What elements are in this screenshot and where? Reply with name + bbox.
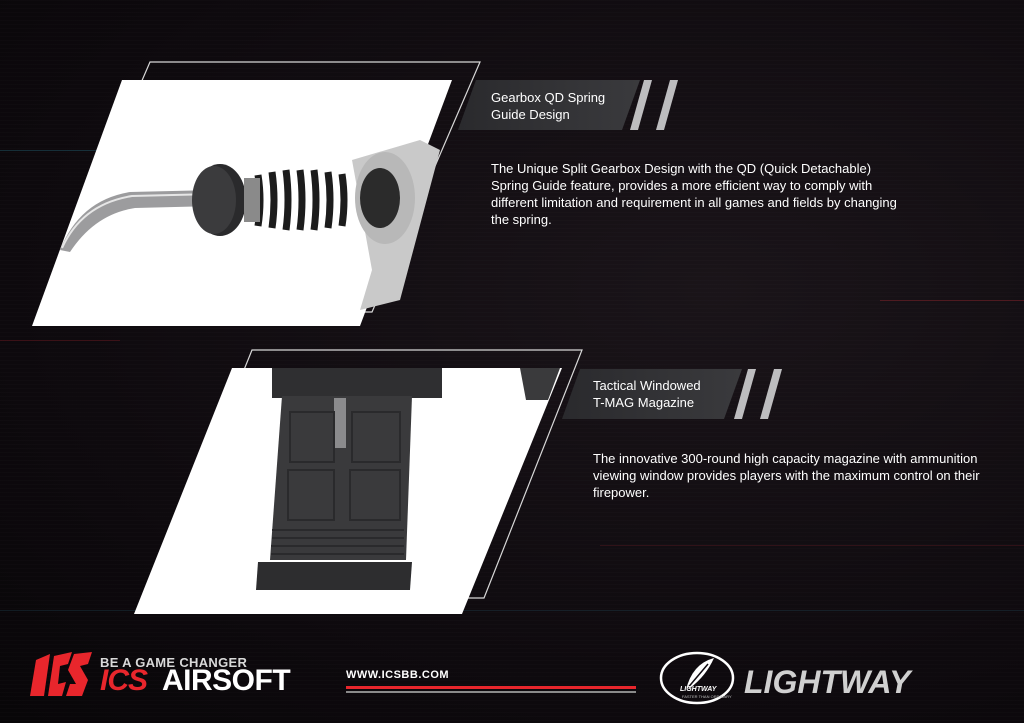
feature-description-magazine: The innovative 300-round high capacity magazine with ammunition viewing window provides players with the maximum control on their firepower. [593, 451, 980, 500]
footer-tagline: BE A GAME CHANGER [100, 655, 248, 670]
lightway-badge-text: LIGHTWAY [680, 686, 717, 693]
feature-title-gearbox: Gearbox QD Spring Guide Design [491, 90, 606, 122]
lightway-badge-sub: FASTER THAN ORDINARY [682, 694, 732, 699]
lightway-wordmark: LIGHTWAY [744, 664, 911, 700]
footer-divider-red [346, 686, 636, 689]
brand-airsoft: AIRSOFT [162, 664, 291, 697]
footer-divider-grey [346, 691, 636, 693]
feature-description-gearbox: The Unique Split Gearbox Design with the QD (Quick Detachable) Spring Guide feature, provides a more efficient way to comply with different limitation and requirement in all games and fields by changing the spring. [491, 161, 897, 227]
brand-ics: ICS [100, 664, 148, 697]
feature-title-magazine: Tactical Windowed T-MAG Magazine [593, 378, 701, 410]
website-link[interactable]: WWW.ICSBB.COM [346, 669, 450, 681]
ics-logo-icon [30, 650, 94, 698]
